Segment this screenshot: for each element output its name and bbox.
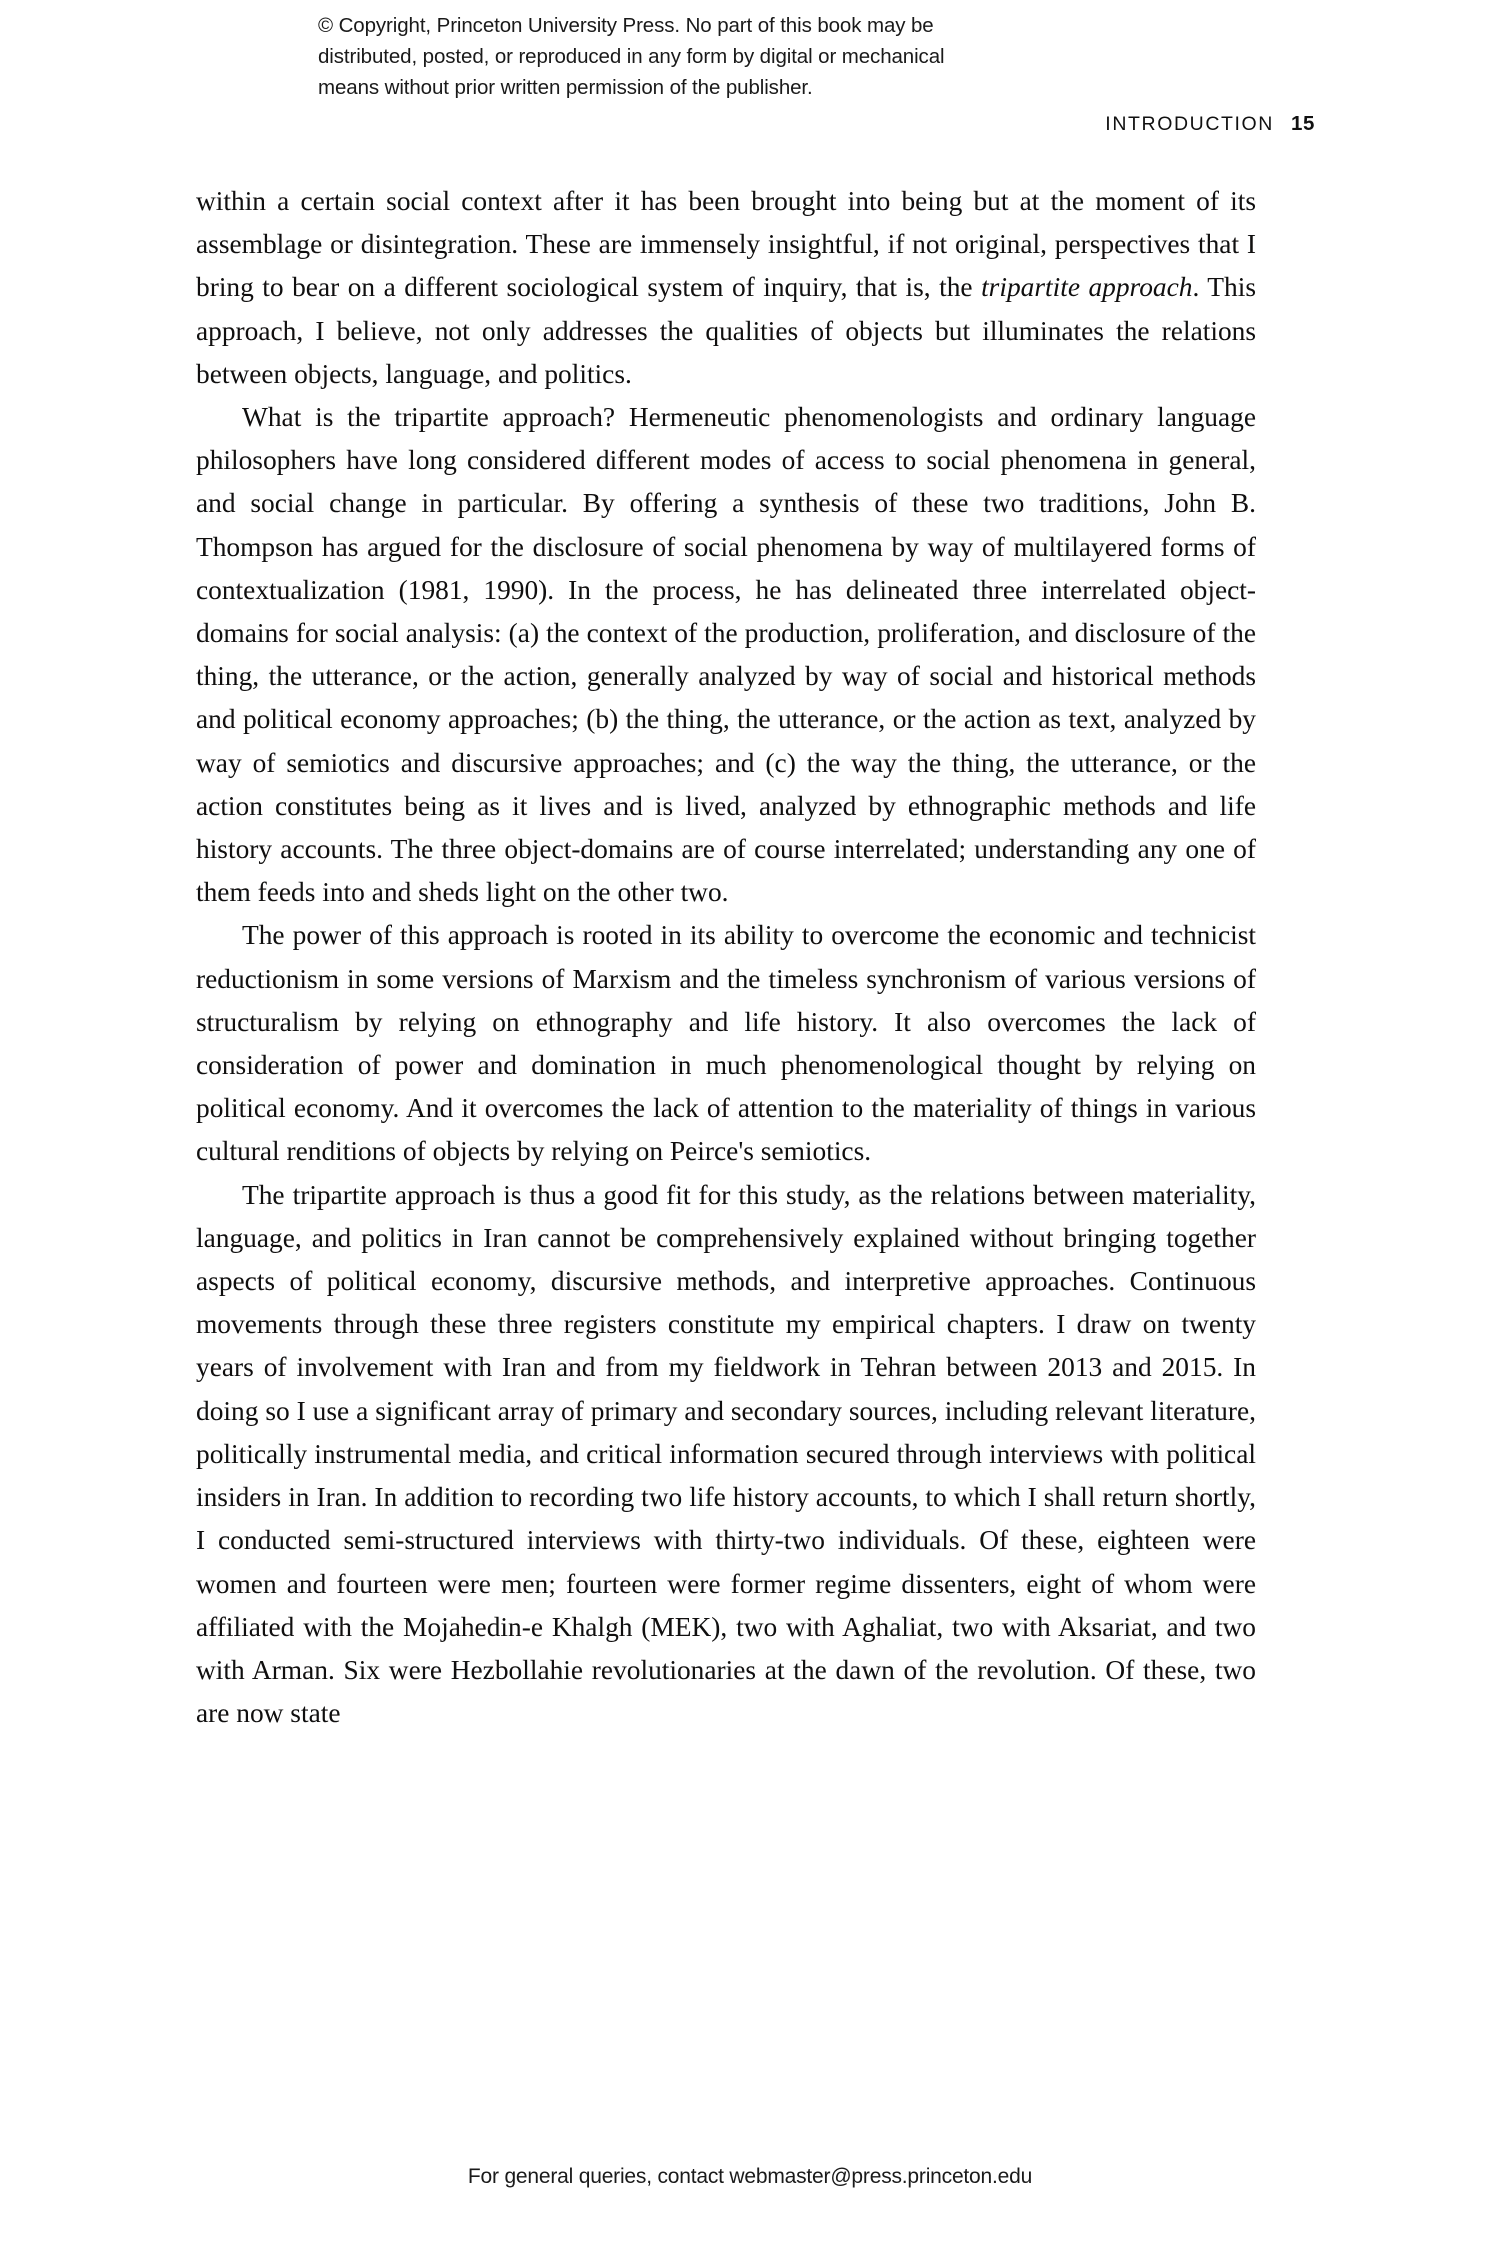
running-head-title: INTRODUCTION <box>1105 113 1274 135</box>
page-footer: For general queries, contact webmaster@press.princeton.edu <box>467 2165 1033 2188</box>
page-number: 15 <box>1290 112 1315 135</box>
running-head <box>1105 112 1315 136</box>
paragraph: What is the tripartite approach? Hermeneutic phenomenologists and ordinary language philosophers have long considered different modes of access to social phenomena in general, and social change in particular. By offering a synthesis of these two traditions, John B. Thompson has argued for the disclosure of social phenomena by way of multilayered forms of contextualization (1981, 1990). In the process, he has delineated three interrelated object-domains for social analysis: (a) the context of the production, proliferation, and disclosure of the thing, the utterance, or the action, generally analyzed by way of social and historical methods and political economy approaches; (b) the thing, the utterance, or the action as text, analyzed by way of semiotics and discursive approaches; and (c) the way the thing, the utterance, or the action constitutes being as it lives and is lived, analyzed by ethnographic methods and life history accounts. The three object-domains are of course interrelated; understanding any one of them feeds into and sheds light on the other two. <box>196 402 1256 908</box>
paragraph: within a certain social context after it has been brought into being but at the moment of its assemblage or disintegration. These are immensely insightful, if not original, perspectives that I bring to bear on a different sociological system of inquiry, that is, the tripartite approach. This approach, I believe, not only addresses the qualities of objects but illuminates the relations between objects, language, and politics. <box>196 186 1256 389</box>
copyright-line-1: © Copyright, Princeton University Press. No part of this book may be <box>318 14 934 37</box>
paragraph: The power of this approach is rooted in its ability to overcome the economic and technicist reductionism in some versions of Marxism and the timeless synchronism of various versions of structuralism by relying on ethnography and life history. It also overcomes the lack of consideration of power and domination in much phenomenological thought by relying on political economy. And it overcomes the lack of attention to the materiality of things in various cultural renditions of objects by relying on Peirce's semiotics. <box>196 920 1256 1167</box>
paragraph: The tripartite approach is thus a good fit for this study, as the relations between materiality, language, and politics in Iran cannot be comprehensively explained without bringing together aspects of political economy, discursive methods, and interpretive approaches. Continuous movements through these three registers constitute my empirical chapters. I draw on twenty years of involvement with Iran and from my fieldwork in Tehran between 2013 and 2015. In doing so I use a significant array of primary and secondary sources, including relevant literature, politically instrumental media, and critical information secured through interviews with political insiders in Iran. In addition to recording two life history accounts, to which I shall return shortly, I conducted semi-structured interviews with thirty-two individuals. Of these, eighteen were women and fourteen were men; fourteen were former regime dissenters, eight of whom were affiliated with the Mojahedin-e Khalgh (MEK), two with Aghaliat, two with Aksariat, and two with Arman. Six were Hezbollahie revolutionaries at the dawn of the revolution. Of these, two are now state <box>196 1179 1256 1729</box>
copyright-line-2: distributed, posted, or reproduced in any form by digital or mechanical <box>318 45 945 69</box>
copyright-line-3: means without prior written permission of the publisher. <box>318 76 813 100</box>
body-text <box>196 180 1256 1735</box>
copyright-notice <box>318 10 1158 103</box>
